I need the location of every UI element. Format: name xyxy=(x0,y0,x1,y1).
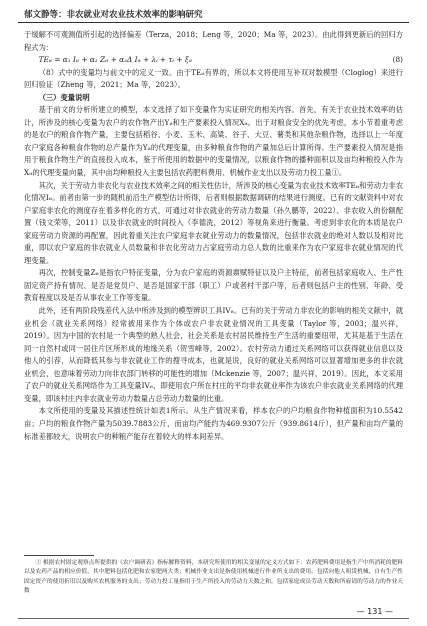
equation-formula: TEᵢₜ = α₁ Iᵢₜ + α₂ Zᵢₜ + α₃Δ Iᵢₜ + λᵢ + τₜ + ξᵢₜ xyxy=(38,55,193,65)
paragraph: 再次，控制变量Zᵢₜ是指农户特征变量，分为农户家庭的资源禀赋特征以及户主特征，前者包括家庭收入、生产性固定资产持有情况、是否是党员户、是否是国家干部（职工）户或者村干部户等，后者则包括户主的性别、年龄、受教育程度以及是否从事农业工作等变量。 xyxy=(24,268,403,303)
footnote xyxy=(24,559,403,597)
equation-8 xyxy=(24,54,403,67)
paragraph: 其次，关于劳动力非农化与农业技术效率之间的相关性估计，所涉及的核心变量为农业技术效率TEᵢₜ和劳动力非农化情况Iᵢₜ。前者由第一步的随机前沿生产模型估计所得，后者则根据数据调研的结果进行测度。已有的文献资料中对农户家庭非农化的测度存在着多样化的方式，可通过对非农就业的劳动力数量（孙久鹏等，2022）、非农收入的份额配置（钱文荣等，2011）以及非农就业的时间投入（李德洗，2012）等视角来进行衡量。考虑到非农化的本质是农户家庭劳动力资源的再配置，因此着重关注农户家庭非农就业劳动力的数量情况，包括非农就业的绝对人数以及相对比重，即以农户家庭的非农就业人员数量和非农化劳动力占家庭劳动力总人数的比重来作为农户家庭非农就业情况的代理变量。 xyxy=(24,180,403,265)
footer-divider xyxy=(18,618,409,619)
section-heading: （三）变量说明 xyxy=(38,92,90,102)
paragraph: 本文所使用的变量及其描述性统计如表1所示。从生产情况来看，样本农户的户均粮食作物种植面积为10.5542亩；户均的粮食作物产量为5039.7883公斤，而亩均产能约为469.9307公斤（939.8614斤），但产量和亩均产量的标准差都较大，说明农户的种粮产能存在着较大的样本间差异。 xyxy=(24,406,403,441)
equation-number: (8) xyxy=(392,55,403,65)
paragraph: 于缓解不可观测值所引起的选择偏差（Terza，2018；Leng 等，2020；Ma 等，2023）。由此得到更新后的回归方程式为： xyxy=(24,30,403,52)
header-divider xyxy=(18,22,409,23)
running-header: 郁文静等：非农就业对农业技术效率的影响研究 xyxy=(24,10,203,20)
article-body xyxy=(24,29,403,443)
paragraph: 基于前文的分析所建立的模型，本文选择了如下变量作为实证研究的相关内容。首先，有关于农业技术效率的估计，所涉及的核心变量为农户的农作物产出Yᵢₜ和生产要素投入情况Xᵢₜ。出于对粮食安全的优先考虑，本小节着重考虑的是农户的粮食作物产量，主要包括稻谷、小麦、玉米、高粱、谷子、大豆、薯类和其他杂粮作物，选择以上一年度农户家庭各种粮食作物的总产量作为Yᵢₜ的代理变量，由多种粮食作物的产量加总后计算所得。生产要素投入情况是指用于粮食作物生产的直接投入成本，鉴于所使用的数据中的变量情况，以粮食作物的播种面积以及亩均种粮投入作为Xᵢₜ的代理变量向量，其中亩均种粮投入主要包括农药肥料费用、机械作业支出以及劳动力投工量①。 xyxy=(24,105,403,178)
paragraph: （8）式中的变量均与前文中的定义一致。由于TEᵢₜ有界的，所以本文将使用互补双对数模型（Cloglog）来进行回归验证（Zheng 等，2021；Ma 等，2023）。 xyxy=(24,67,403,90)
footnote-divider xyxy=(24,555,94,556)
paragraph: 此外，还有两阶段残差代入法中所涉及到的模型辨识工具IVᵢₜ。已有的关于劳动力非农化的影响的相关文献中，就业机会（就业关系网络）经常被用来作为个体或农户非农就业情况的工具变量（Taylor 等，2003；温兴祥，2019）。因为中国的农村是一个典型的熟人社会，社会关系是农村居民维持生产生活的重要纽带，尤其是基于生活在同一自然村或同一居住片区所形成的地缘关系（贺雪峰等，2002）。农村劳动力通过关系网络可以获得就业信息以及他人的引荐，从而降低其参与非农就业工作的搜寻成本，也就是说，良好的就业关系网络可以显著增加更多的非农就业机会，也意味着劳动力向非农部门转移的可能性的增加（Mckenzie 等，2007；温兴祥，2019）。因此，本文采用了农户的就业关系网络作为工具变量IVᵢₜ，即使用农户所在村庄的平均非农就业率作为该农户非农就业关系网络的代理变量，即该村庄内非农就业劳动力数量占总劳动力数量的比重。 xyxy=(24,306,403,403)
footnote-text: ① 根据农村固定观察点所提供的《农户调研表》指标解释资料，本研究所使用的相关变量的定义方式如下：农药肥料费用是指生产中所消耗的肥料以及农药产品的相应价值，其中肥料包括化肥和农家肥两大类；机械作业支出是指使用机械进行作业所支出的费用，包括向他人租赁机械、自有生产性固定资产的使用折旧以及购买农机服务的支出；劳动力投工量指用于生产所投入的劳动力天数之和，包括家庭成员劳动天数和所雇请的劳动力的作业天数 xyxy=(24,560,403,595)
page-number: — 131 — xyxy=(356,607,393,616)
